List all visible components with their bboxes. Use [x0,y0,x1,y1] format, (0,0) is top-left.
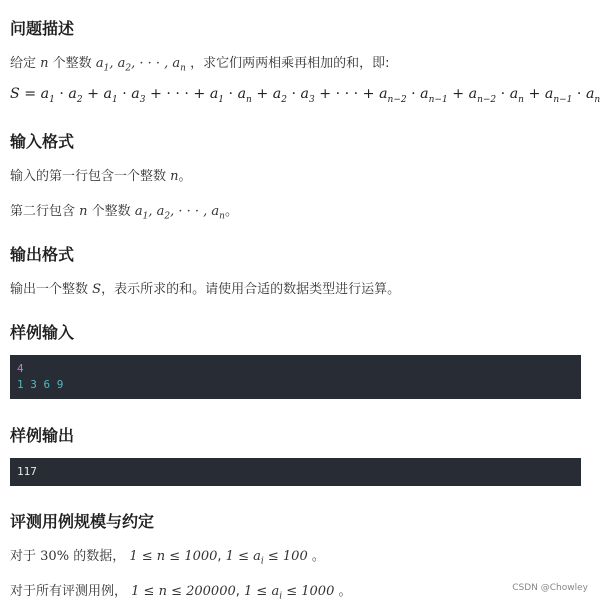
scale-line-2: 对于所有评测用例， 1 ≤ n ≤ 200000, $1 \le a_i \le 1000$ 。 [10,584,352,602]
scale-title: 评测用例规模与约定 [10,512,155,531]
input-format-title: 输入格式 [10,132,75,151]
code-line: 1 3 6 9 [17,378,64,391]
sample-output-code [10,458,581,486]
sample-output-title: 样例输出 [10,426,75,445]
problem-description: 给定 n 个整数 $a_1$, $a_2$, · · · , $a_n$ ，求它们两两相乘再相加的和，即: [10,56,390,74]
problem-title: 问题描述 [10,19,75,38]
code-line: 4 [17,362,24,375]
sample-input-title: 样例输入 [10,323,75,342]
scale-line-1: 对于 30% 的数据， 1 ≤ n ≤ 1000, $1 \le a_i \le 100$ 。 [10,549,325,567]
sum-formula: $S = a_1 \cdot a_2 + a_1 \cdot a_3$ + · · · + $a_1 \cdot a_n + a_2 \cdot a_3$ + · · · + $a_{n-2} \cdot a_{n-1} + a_{n-2} \cdot a_n + a_{n-1} \cdot a_n$ [10,86,600,105]
code-line: 117 [17,465,37,478]
sample-input-code [10,355,581,399]
output-line: 输出一个整数 S，表示所求的和。请使用合适的数据类型进行运算。 [10,282,401,297]
input-line-2: 第二行包含 n 个整数 $a_1$, $a_2$, · · · , $a_n$。 [10,204,238,222]
output-format-title: 输出格式 [10,245,75,264]
input-line-1: 输入的第一行包含一个整数 n。 [10,169,192,184]
watermark: CSDN @Chowley [512,583,588,593]
